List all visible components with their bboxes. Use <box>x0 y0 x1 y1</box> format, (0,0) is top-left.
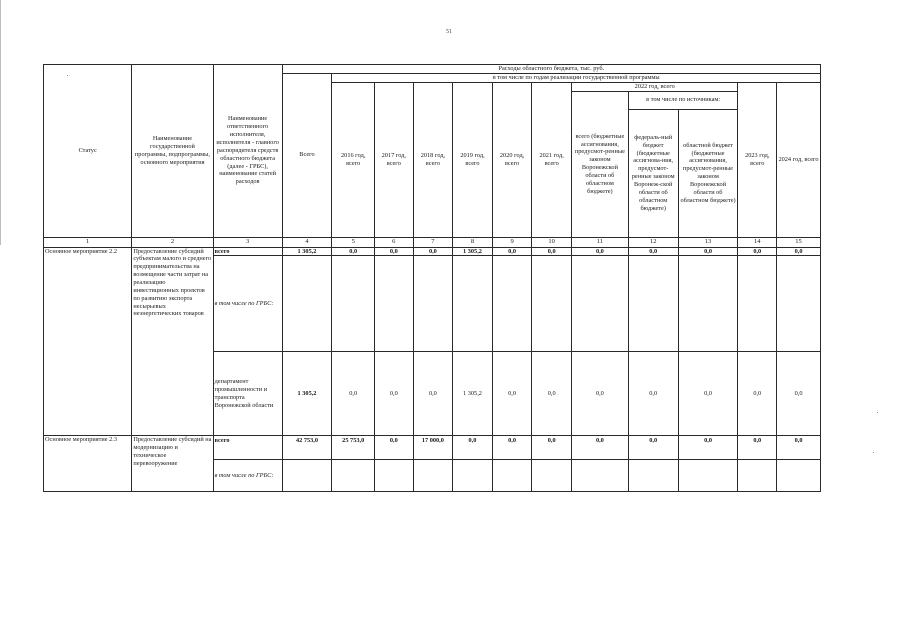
empty-cell <box>777 460 821 492</box>
empty-cell <box>571 460 628 492</box>
empty-cell <box>738 256 777 352</box>
header-2020: 2020 год, всего <box>492 82 532 237</box>
header-2016: 2016 год, всего <box>332 82 375 237</box>
empty-cell <box>678 256 738 352</box>
value-cell: 0,0 <box>375 436 414 460</box>
col-number: 6 <box>375 237 414 247</box>
value-cell: 0,0 <box>571 352 628 436</box>
empty-cell <box>413 460 453 492</box>
row-grbs-label: в том числе по ГРБС: <box>213 460 282 492</box>
col-number: 12 <box>628 237 678 247</box>
header-2018: 2018 год, всего <box>413 82 453 237</box>
empty-cell <box>532 460 572 492</box>
col-number: 9 <box>492 237 532 247</box>
empty-cell <box>332 460 375 492</box>
value-cell: 0,0 <box>628 352 678 436</box>
col-number: 11 <box>571 237 628 247</box>
row-total-label: всего <box>213 436 282 460</box>
scan-speck <box>873 452 874 453</box>
empty-cell <box>332 256 375 352</box>
value-cell: 0,0 <box>375 247 414 256</box>
empty-cell <box>453 460 493 492</box>
empty-cell <box>375 256 414 352</box>
budget-table <box>43 64 821 492</box>
value-cell: 0,0 <box>738 352 777 436</box>
header-2019: 2019 год, всего <box>453 82 493 237</box>
empty-cell <box>628 460 678 492</box>
header-program: Наименование государственной программы, подпрограммы, основного мероприятия <box>132 65 213 238</box>
header-total: Всего <box>282 73 332 237</box>
col-number: 4 <box>282 237 332 247</box>
col-number: 15 <box>777 237 821 247</box>
col-number: 7 <box>413 237 453 247</box>
col-number: 3 <box>213 237 282 247</box>
value-cell: 0,0 <box>738 436 777 460</box>
value-cell: 0,0 <box>628 436 678 460</box>
value-cell: 0,0 <box>532 247 572 256</box>
header-2022: 2022 год, всего <box>571 82 738 91</box>
header-2021: 2021 год, всего <box>532 82 572 237</box>
empty-cell <box>628 256 678 352</box>
col-number: 13 <box>678 237 738 247</box>
page-number: 51 <box>446 29 452 35</box>
header-by-sources: в том числе по источникам: <box>628 91 738 109</box>
row-name: Предоставление субсидий субъектам малого и среднего предпринимательства на возмещение части затрат на реализацию инвестиционных проектов по развитию экспорта несырьевых неэнергетических товаров <box>132 247 213 436</box>
value-cell: 0,0 <box>453 436 493 460</box>
value-cell: 0,0 <box>492 247 532 256</box>
value-cell: 0,0 <box>571 247 628 256</box>
value-cell: 0,0 <box>777 436 821 460</box>
col-number: 1 <box>44 237 132 247</box>
value-cell: 0,0 <box>571 436 628 460</box>
empty-cell <box>453 256 493 352</box>
header-status: Статус <box>44 65 132 238</box>
empty-cell <box>532 256 572 352</box>
value-cell: 0,0 <box>492 352 532 436</box>
empty-cell <box>777 256 821 352</box>
header-regional: областной бюджет (бюджетные ассигнования, предусмот-ренные законом Воронежской области об областном бюджете) <box>678 109 738 237</box>
col-number: 2 <box>132 237 213 247</box>
empty-cell <box>678 460 738 492</box>
value-cell: 1 305,2 <box>453 247 493 256</box>
row-dept-label: департамент промышленности и транспорта Воронежской области <box>213 352 282 436</box>
value-cell: 0,0 <box>678 436 738 460</box>
empty-cell <box>282 460 332 492</box>
value-cell: 0,0 <box>375 352 414 436</box>
row-status: Основное мероприятие 2.3 <box>44 436 132 492</box>
header-expenses: Расходы областного бюджета, тыс. руб. <box>282 65 820 74</box>
value-cell: 17 000,0 <box>413 436 453 460</box>
row-name: Предоставление субсидий на модернизацию и техническое перевооружение <box>132 436 213 492</box>
value-cell: 0,0 <box>532 436 572 460</box>
value-cell: 0,0 <box>413 247 453 256</box>
scan-edge-mark <box>0 0 1 245</box>
col-number: 8 <box>453 237 493 247</box>
header-federal: федераль-ный бюджет (бюджетные ассигнова-ния, предусмот-ренные законом Воронеж-ской области об областном бюджете) <box>628 109 678 237</box>
value-cell: 0,0 <box>413 352 453 436</box>
header-2023: 2023 год, всего <box>738 82 777 237</box>
value-cell: 0,0 <box>492 436 532 460</box>
value-cell: 0,0 <box>628 247 678 256</box>
row-total-label: всего <box>213 247 282 256</box>
value-cell: 0,0 <box>678 352 738 436</box>
value-cell: 0,0 <box>332 352 375 436</box>
value-cell: 25 753,0 <box>332 436 375 460</box>
value-cell: 0,0 <box>678 247 738 256</box>
value-cell: 1 305,2 <box>282 352 332 436</box>
value-cell: 1 305,2 <box>282 247 332 256</box>
header-2017: 2017 год, всего <box>375 82 414 237</box>
empty-cell <box>492 460 532 492</box>
empty-cell <box>413 256 453 352</box>
value-cell: 0,0 <box>332 247 375 256</box>
value-cell: 0,0 <box>777 352 821 436</box>
scan-speck <box>877 412 878 413</box>
row-grbs-label: в том числе по ГРБС: <box>213 256 282 352</box>
value-cell: 0,0 <box>532 352 572 436</box>
empty-cell <box>492 256 532 352</box>
header-2024: 2024 год, всего <box>777 82 821 237</box>
header-2022-total: всего (бюджетные ассигнования, предусмот-ренные законом Воронежской области об областном бюджете) <box>571 91 628 237</box>
empty-cell <box>375 460 414 492</box>
col-number: 14 <box>738 237 777 247</box>
empty-cell <box>571 256 628 352</box>
value-cell: 0,0 <box>777 247 821 256</box>
value-cell: 1 305,2 <box>453 352 493 436</box>
col-number: 10 <box>532 237 572 247</box>
value-cell: 42 753,0 <box>282 436 332 460</box>
col-number: 5 <box>332 237 375 247</box>
empty-cell <box>738 460 777 492</box>
header-by-years: в том числе по годам реализации государственной программы <box>332 73 821 82</box>
empty-cell <box>282 256 332 352</box>
header-executor: Наименование ответственного исполнителя, исполнителя - главного распорядителя средств областного бюджета (далее - ГРБС), наименование статей расходов <box>213 65 282 238</box>
value-cell: 0,0 <box>738 247 777 256</box>
row-status: Основное мероприятие 2.2 <box>44 247 132 436</box>
